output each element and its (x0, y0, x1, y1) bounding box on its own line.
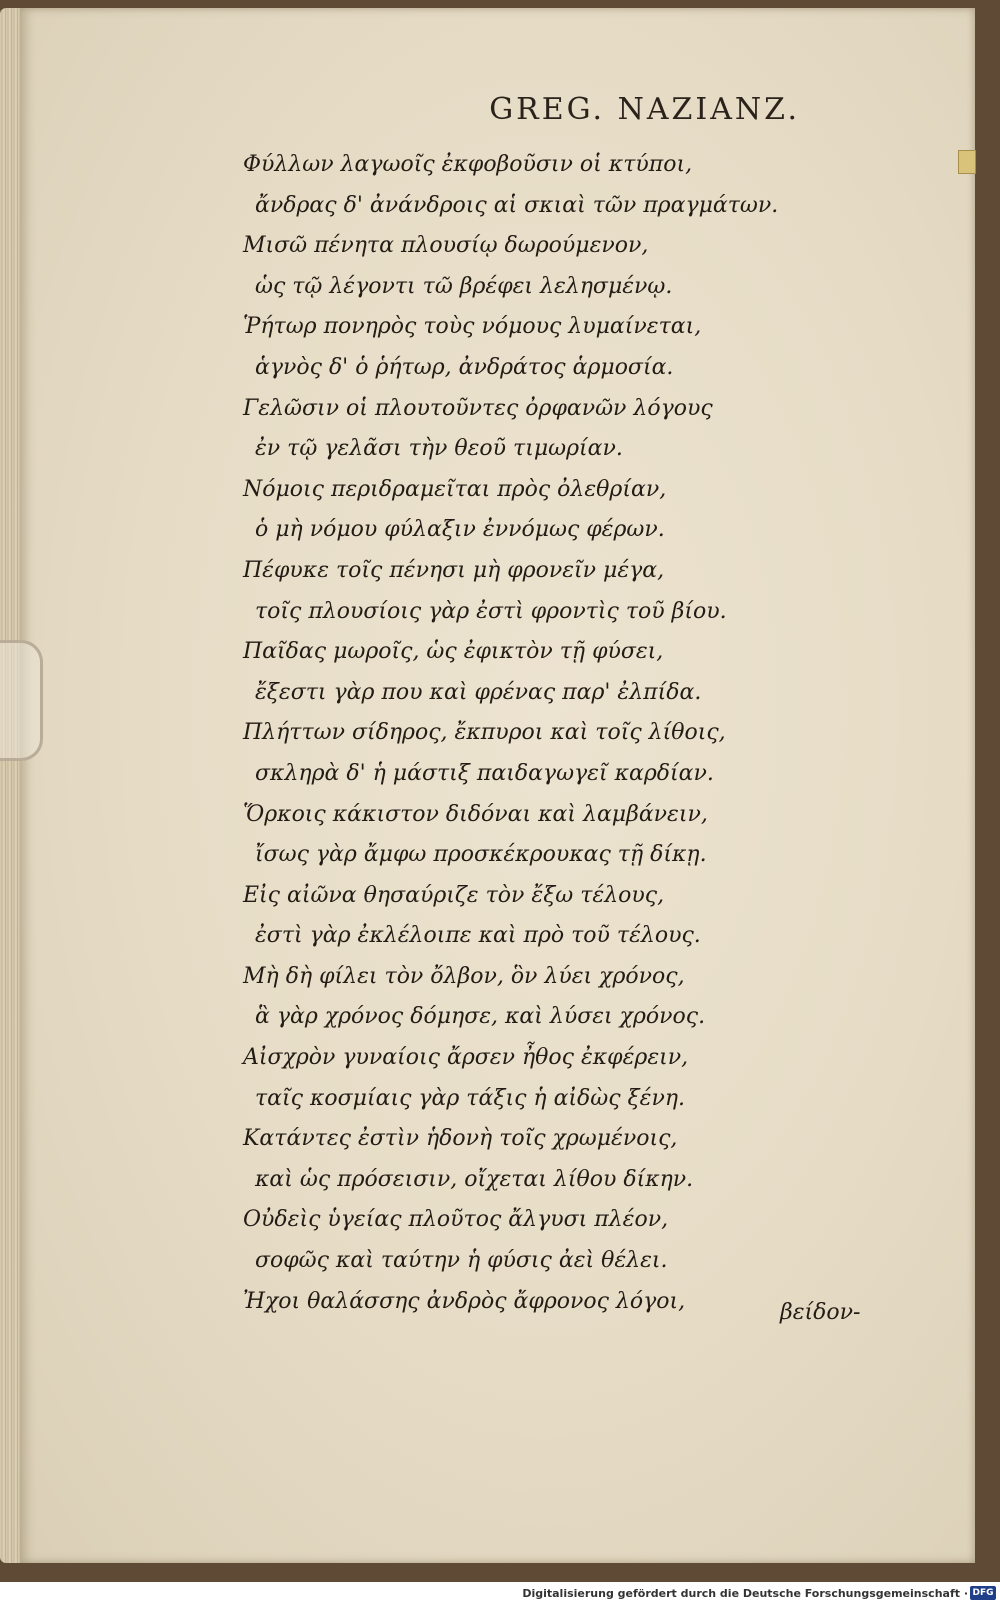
verse-line: ἴσως γὰρ ἄμφω προσκέκρουκας τῇ δίκῃ. (255, 842, 707, 868)
verse-line: σοφῶς καὶ ταύτην ἡ φύσις ἀεὶ θέλει. (255, 1248, 668, 1274)
verse-line: τοῖς πλουσίοις γὰρ ἐστὶ φροντὶς τοῦ βίου. (255, 598, 727, 624)
verse-line: σκληρὰ δ' ἡ μάστιξ παιδαγωγεῖ καρδίαν. (255, 760, 714, 786)
verse-line: ταῖς κοσμίαις γὰρ τάξις ἡ αἰδὼς ξένη. (255, 1085, 686, 1111)
verse-line: ἃ γὰρ χρόνος δόμησε, καὶ λύσει χρόνος. (255, 1004, 706, 1030)
dfg-logo: DFG (970, 1586, 996, 1600)
verse-line: Οὐδεὶς ὑγείας πλοῦτος ἄλγυσι πλέον, (243, 1207, 669, 1233)
verse-line: Εἰς αἰῶνα θησαύριζε τὸν ἔξω τέλους, (243, 882, 665, 908)
digitization-footer (0, 1584, 1000, 1602)
verse-line: ὡς τῷ λέγοντι τῶ βρέφει λελησμένῳ. (255, 273, 673, 299)
verse-line: Ῥήτωρ πονηρὸς τοὺς νόμους λυμαίνεται, (243, 314, 702, 340)
verse-line: ἐστὶ γὰρ ἐκλέλοιπε καὶ πρὸ τοῦ τέλους. (255, 923, 701, 949)
verse-line: Κατάντες ἐστὶν ἡδονὴ τοῖς χρωμένοις, (243, 1126, 678, 1152)
verse-line: ἔξεστι γὰρ που καὶ φρένας παρ' ἐλπίδα. (255, 679, 702, 705)
verse-line: Πλήττων σίδηρος, ἔκπυροι καὶ τοῖς λίθοις, (243, 720, 726, 746)
verse-line: Ὅρκοις κάκιστον διδόναι καὶ λαμβάνειν, (243, 801, 708, 827)
verse-line: Πέφυκε τοῖς πένησι μὴ φρονεῖν μέγα, (243, 557, 665, 583)
verse-line: καὶ ὡς πρόσεισιν, οἴχεται λίθου δίκην. (255, 1166, 694, 1192)
verse-line: Μισῶ πένητα πλουσίῳ δωρούμενον, (243, 233, 649, 259)
book-clasp (0, 640, 43, 761)
verse-line: Νόμοις περιδραμεῖται πρὸς ὀλεθρίαν, (243, 476, 667, 502)
verse-text (243, 145, 803, 1322)
verse-line: ὁ μὴ νόμου φύλαξιν ἐννόμως φέρων. (255, 517, 665, 543)
footer-credit: Digitalisierung gefördert durch die Deutsche Forschungsgemeinschaft · (522, 1587, 968, 1600)
verse-line: Φύλλων λαγωοῖς ἐκφοβοῦσιν οἱ κτύποι, (243, 152, 693, 177)
verse-line: ἐν τῷ γελᾶσι τὴν θεοῦ τιμωρίαν. (255, 436, 623, 462)
verse-line: Μὴ δὴ φίλει τὸν ὄλβον, ὃν λύει χρόνος, (243, 963, 685, 989)
catchword: βείδον- (780, 1300, 861, 1325)
verse-line: ἁγνὸς δ' ὁ ῥήτωρ, ἀνδράτος ἁρμοσία. (255, 354, 674, 380)
running-head: GREG. NAZIANZ. (489, 92, 800, 127)
verse-line: ἄνδρας δ' ἀνάνδροις αἱ σκιαὶ τῶν πραγμάτων. (255, 192, 779, 218)
verse-line: Παῖδας μωροῖς, ὡς ἐφικτὸν τῇ φύσει, (243, 639, 664, 665)
verse-line: Ἠχοι θαλάσσης ἀνδρὸς ἄφρονος λόγοι, (243, 1288, 686, 1314)
verse-line: Γελῶσιν οἱ πλουτοῦντες ὀρφανῶν λόγους (243, 395, 713, 421)
page-tab-marker (958, 150, 976, 174)
verse-line: Αἰσχρὸν γυναίοις ἄρσεν ἦθος ἐκφέρειν, (243, 1045, 689, 1071)
